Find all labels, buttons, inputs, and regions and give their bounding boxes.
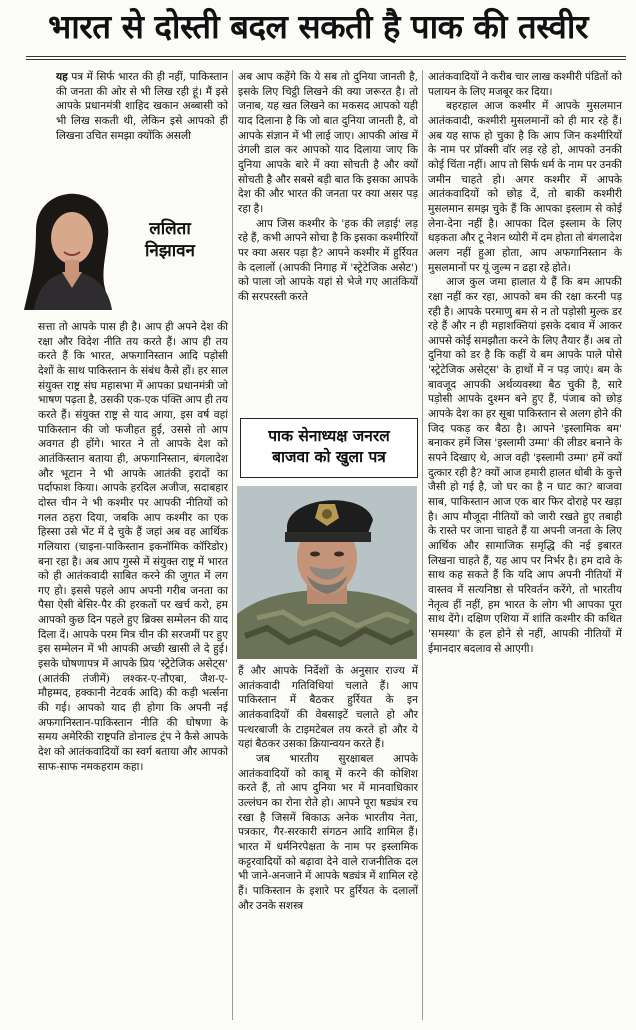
column-2-top [238,70,418,412]
paragraph: आज कुल जमा हालात ये हैं कि बम आपकी रक्षा नहीं कर रहा, आपको बम की रक्षा करनी पड़ रही है। आपके परमाणु बम से न तो पड़ोसी मुल्क डर रहे हैं और न ही महाशक्तियां इसके दबाव में आकर आपसे कोई समझौता करने के लिए तैयार हैं। अब तो दुनिया को डर है कि कहीं ये बम आपके पाले पोसे 'स्ट्रेटेजिक असेट्स' के हाथों में न पड़ जाएं। बम के बावजूद आपकी अर्थव्यवस्था बैठ चुकी है, सारे पड़ोसी आपके दुश्मन बने हुए हैं, पंजाब को छोड़ आपके देश का हर सूबा पाकिस्तान से अलग होने की जिद पकड़ कर बैठा है। आपने 'इस्लामिक बम' बनाकर हमें जिस 'इस्लामी उम्मा' की लीडर बनाने के सपने दिखाए थे, आज वही 'इस्लामी उम्मा' हमें क्यों दुत्कार रही है? क्यों आज हमारी हालत धोबी के कुत्ते जैसी हो गई है, जो घर का है न घाट का? बाजवा साब, पाकिस्तान आज एक बार फिर दोराहे पर खड़ा है। आप मौजूदा नीतियों को जारी रखते हुए तबाही के रास्ते पर जाना चाहते हैं या अपनी जनता के लिए आर्थिक और सामाजिक समृद्धि की नई इबारत लिखना चाहते हैं, यह आप पर निर्भर है। हम दावे के साथ कह सकते हैं कि यदि आप अपनी नीतियों में वास्तव में सत्यनिष्ठा से परिवर्तन करेंगे, तो भारतीय नेतृत्व हीं नहीं, हम भारत के लोग भी आपका पूरा साथ देंगे। दक्षिण एशिया में शांति कश्मीर की कथित 'समस्या' के हल होने से नहीं, आपकी नीतियों में ईमानदार बदलाव से आएगी। [428,276,622,655]
column-divider-1 [232,70,233,1020]
paragraph: सत्ता तो आपके पास ही है। आप ही अपने देश की रक्षा और विदेश नीति तय करते हैं। आप ही तय करते हैं कि भारत, अफगानिस्तान आदि पड़ोसी देशों के साथ पाकिस्तान के संबंध कैसे हों। हर साल संयुक्त राष्ट्र संघ महासभा में आपका प्रधानमंत्री जो भाषण पढ़ता है, उसकी एक-एक पंक्ति आप ही तय करते हैं। संयुक्त राष्ट्र से याद आया, इस वर्ष वहां पाकिस्तान की जो फजीहत हुई, उससे तो आप अवगत ही होंगे। भारत ने तो आपके देश को आतंकिस्तान बताया ही, अफगानिस्तान, बंगलादेश और भूटान ने भी आपके आतंकी इरादों का पर्दाफाश किया। आपके हरदिल अजीज, सदाबहार दोस्त चीन ने भी कश्मीर पर आपकी नीतियों को गलत ठहरा दिया, जबकि आप कश्मीर का एक हिस्सा उसे भेंट में दे चुके हैं जहां अब वह आर्थिक गलियारा (चाइना-पाकिस्तान इकनॉमिक कॉरिडोर) बना रहा है। अब आप गुस्से में संयुक्त राष्ट्र में भारत को ही आतंकवादी साबित करने की जुगत में लग गए हो। इससे पहले आप अपनी गरीब जनता का पैसा ऐसी बेसिर-पैर की हरकतों पर खर्च करो, हम आपको कुछ दिन पहले हुए ब्रिक्स सम्मेलन की याद दिला दें। आपके परम मित्र चीन की सरजमीं पर हुए इस सम्मेलन में भी आपकी अच्छी खासी ले दे हुई। इसके घोषणापत्र में आपके प्रिय 'स्ट्रेटेजिक असेट्स' (आतंकी तंजीमें) लश्कर-ए-तौएबा, जैश-ए-मौहम्मद, हक्कानी नेटवर्क आदि) की कड़ी भर्त्सना की गई। आपको याद ही होगा कि अपनी नई अफगानिस्तान-पाकिस्तान नीति की घोषणा के समय अमेरिकी राष्ट्रपति डोनाल्ड ट्रंप ने कैसे आपके देश को आतंकवादियों का स्वर्ग बताया और आपको साफ-साफ नमकहराम कहा। [38,321,228,773]
paragraph: बहरहाल आज कश्मीर में आपके मुसलमान आतंकवादी, कश्मीरी मुसलमानों को ही मार रहे हैं। अब यह साफ हो चुका है कि आप जिन कश्मीरियों के नाम पर प्रॉक्सी वॉर लड़ रहे हो, आपको उनकी कोई चिंता नहीं। आप तो सिर्फ धर्म के नाम पर उनकी जमीन चाहते हो। अगर कश्मीर में आपके आतंकवादियों को छोड़ दें, तो बाकी कश्मीरी मुसलमान समझ चुके हैं कि आपका इस्लाम से कोई लेना-देना नहीं है। आपका दिल इस्लाम के लिए धड़कता और टू नेशन थ्योरी में दम होता तो बंगलादेश अलग नहीं हुआ होता, आप अफगानिस्तान के मुसलमानों पर यूं जुल्म न ढहा रहे होते। [428,100,622,274]
paragraph: जब भारतीय सुरक्षाबल आपके आतंकवादियों को काबू में करने की कोशिश करते हैं, तो आप दुनिया भर में मानवाधिकार उल्लंघन का रोना रोते हो। आपने पूरा षड्यंत्र रच रखा है जिसमें बिकाऊ अनेक भारतीय नेता, पत्रकार, गैर-सरकारी संगठन आदि शामिल हैं। भारत में धर्मनिरपेक्षता के नाम पर इस्लामिक कट्टरवादियों को बढ़ावा देने वाले राजनीतिक दल भी जाने-अनजाने में आपके षड्यंत्र में शामिल रहे हैं। पाकिस्तान के इशारे पर हुर्रियत के दलालों और उनके सशस्त्र [238,752,418,912]
callout-box [240,418,418,478]
paragraph: अब आप कहेंगे कि ये सब तो दुनिया जानती है, इसके लिए चिट्ठी लिखने की क्या जरूरत है। तो जनाब, यह खत लिखने का मकसद आपको यही याद दिलाना है कि जो बात दुनिया जानती है, वो आपके संज्ञान में भी लाई जाए। आपकी आंख में उंगली डाल कर आपको याद दिलाया जाए कि दुनिया आपके बारे में क्या सोचती है और क्यों सोचती है और सबसे बड़ी बात कि इसका आपके देश की और भारत की जनता पर क्या असर पड़ रहा है। [238,71,418,215]
paragraph: हैं और आपके निर्देशों के अनुसार राज्य में आतंकवादी गतिविधियां चलाते हैं। आप पाकिस्तान में बैठकर हुर्रियत के इन आतंकवादियों की वेबसाइटें चलाते हो और पत्थरबाजी के टाइमटेबल तय करते हो और ये यहां बैठकर उसका क्रियान्वयन करते हैं। [238,665,418,751]
paragraph: आतंकवादियों ने करीब चार लाख कश्मीरी पंडितों को पलायन के लिए मजबूर कर दिया। [428,71,622,98]
author-first-name: ललिता [149,219,191,239]
column-2-bottom [238,664,418,1020]
column-divider-2 [422,70,423,1020]
author-name [120,218,220,262]
intro-paragraph [56,70,228,143]
general-portrait [237,486,417,659]
headline: भारत से दोस्ती बदल सकती है पाक की तस्वीर [48,7,588,46]
author-last-name: निझावन [145,241,195,261]
lead-word: यह [56,71,68,83]
headline-rule-bottom [26,59,626,60]
intro-text: पत्र में सिर्फ भारत की ही नहीं, पाकिस्तान की जनता की ओर से भी लिख रही हूं। मैं इसे आपके प्रधानमंत्री शाहिद खकान अब्बासी को भी लिख सकती थी, लेकिन इसे आपको ही लिखना उचित समझा क्योंकि असली [56,71,228,142]
column-1-body [38,320,228,1020]
callout-line-2: बाजवा को खुला पत्र [272,448,386,466]
general-photo [237,486,417,659]
headline-rule-top [26,56,626,57]
column-3 [428,70,622,1020]
callout-line-1: पाक सेनाध्यक्ष जनरल [268,427,390,445]
author-box [18,188,228,310]
column-1-intro [56,70,228,188]
author-photo [18,188,128,310]
paragraph: आप जिस कश्मीर के 'हक की लड़ाई' लड़ रहे हैं, कभी आपने सोचा है कि इसका कश्मीरियों पर क्या असर पड़ा है? आपने कश्मीर में हुर्रियत के दलालों (आपकी निगाह में 'स्ट्रेटेजिक असेट') को पाला जो आपके यहां से भेजे गए आतंकियों की सरपरस्ती करते [238,217,418,303]
